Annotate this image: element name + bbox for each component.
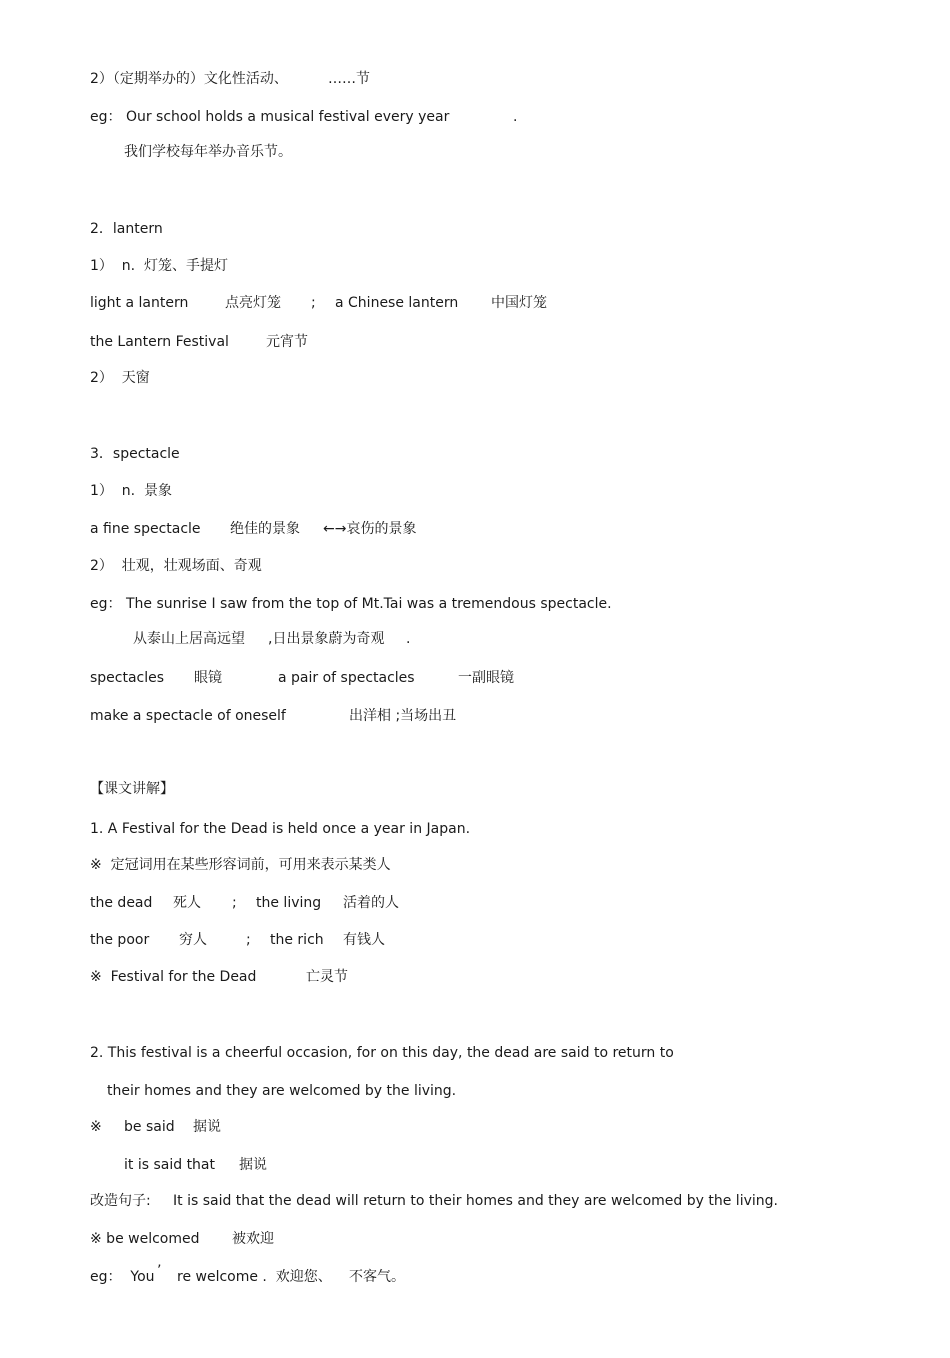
text-segment: the poor (90, 932, 150, 948)
text-segment: ; (232, 895, 237, 911)
text-segment: 出洋相 ;当场出丑 (349, 708, 457, 724)
text-line (124, 143, 292, 179)
text-segment: ; (311, 295, 316, 311)
text-segment: spectacles (90, 670, 165, 686)
text-line (107, 1082, 457, 1118)
text-line (90, 257, 229, 293)
text-line (90, 557, 262, 593)
text-segment: 不客气。 (349, 1269, 405, 1285)
text-segment: the rich (270, 932, 324, 948)
text-segment: 眼镜 (194, 670, 222, 686)
text-segment: 2. This festival is a cheerful occasion, for on this day, the dead are said to return to (90, 1045, 674, 1061)
text-segment: 绝佳的景象 (230, 521, 300, 537)
text-segment: ※ (90, 1119, 102, 1135)
text-segment: 有钱人 (343, 932, 385, 948)
text-segment: 据说 (193, 1119, 221, 1135)
text-segment: 1. A Festival for the Dead is held once a year in Japan. (90, 821, 471, 837)
text-segment: re welcome . 欢迎您、 (177, 1269, 332, 1285)
text-segment: 被欢迎 (232, 1231, 274, 1247)
text-segment: 一副眼镜 (458, 670, 514, 686)
text-segment: make a spectacle of oneself (90, 708, 286, 724)
text-segment: 改造句子: (90, 1193, 151, 1209)
section-heading (90, 220, 163, 256)
text-segment: ……节 (328, 71, 370, 87)
text-segment: ※ Festival for the Dead (90, 969, 257, 985)
text-segment: a Chinese lantern (335, 295, 459, 311)
text-segment: ’ (157, 1263, 162, 1279)
text-line (90, 595, 612, 631)
text-segment: 1） n. 灯笼、手提灯 (90, 258, 229, 274)
text-segment: 点亮灯笼 (225, 295, 281, 311)
text-segment: 元宵节 (266, 334, 308, 350)
text-segment: 从泰山上居高远望 (133, 631, 245, 647)
text-segment: the living (256, 895, 322, 911)
text-segment: a pair of spectacles (278, 670, 415, 686)
text-line (90, 968, 348, 1022)
text-segment: 穷人 (179, 932, 207, 948)
text-segment: eg： You (90, 1269, 155, 1285)
text-segment: ※ 定冠词用在某些形容词前，可用来表示某类人 (90, 857, 391, 873)
text-segment: the dead (90, 895, 153, 911)
text-line (90, 856, 391, 892)
text-segment: 活着的人 (343, 895, 399, 911)
text-segment: 中国灯笼 (491, 295, 547, 311)
text-segment: 我们学校每年举办音乐节。 (124, 144, 292, 160)
text-segment: 3．spectacle (90, 446, 180, 462)
text-segment: their homes and they are welcomed by the living. (107, 1083, 457, 1099)
text-segment: 2．lantern (90, 221, 163, 237)
text-segment: 亡灵节 (306, 969, 348, 985)
text-line (90, 707, 457, 761)
text-segment: ,日出景象蔚为奇观 (268, 631, 385, 647)
section-heading (90, 445, 180, 481)
text-segment: 据说 (239, 1157, 267, 1173)
text-segment: 死人 (173, 895, 201, 911)
text-segment: 2）（定期举办的）文化性活动、 (90, 71, 288, 87)
text-segment: . (406, 631, 411, 647)
text-line (90, 1044, 674, 1080)
text-segment: light a lantern (90, 295, 189, 311)
text-segment: ←→哀伤的景象 (323, 521, 417, 537)
text-segment: 2） 天窗 (90, 370, 150, 386)
text-segment: eg： The sunrise I saw from the top of Mt.Tai was a tremendous spectacle. (90, 596, 612, 612)
text-segment: ; (246, 932, 251, 948)
text-segment: . (513, 109, 518, 125)
section-heading (90, 780, 174, 816)
text-line (90, 820, 471, 856)
text-segment: the Lantern Festival (90, 334, 229, 350)
text-segment: be said (124, 1119, 175, 1135)
text-line (90, 482, 173, 518)
text-segment: ※ be welcomed (90, 1231, 200, 1247)
text-segment: 1） n. 景象 (90, 483, 173, 499)
text-segment: 【课文讲解】 (90, 781, 174, 797)
text-line (90, 369, 150, 405)
text-segment: eg： Our school holds a musical festival every year (90, 109, 450, 125)
text-segment: a fine spectacle (90, 521, 201, 537)
text-segment: It is said that the dead will return to their homes and they are welcomed by the living. (173, 1193, 778, 1209)
text-segment: it is said that (124, 1157, 215, 1173)
text-segment: 2） 壮观，壮观场面、奇观 (90, 558, 262, 574)
